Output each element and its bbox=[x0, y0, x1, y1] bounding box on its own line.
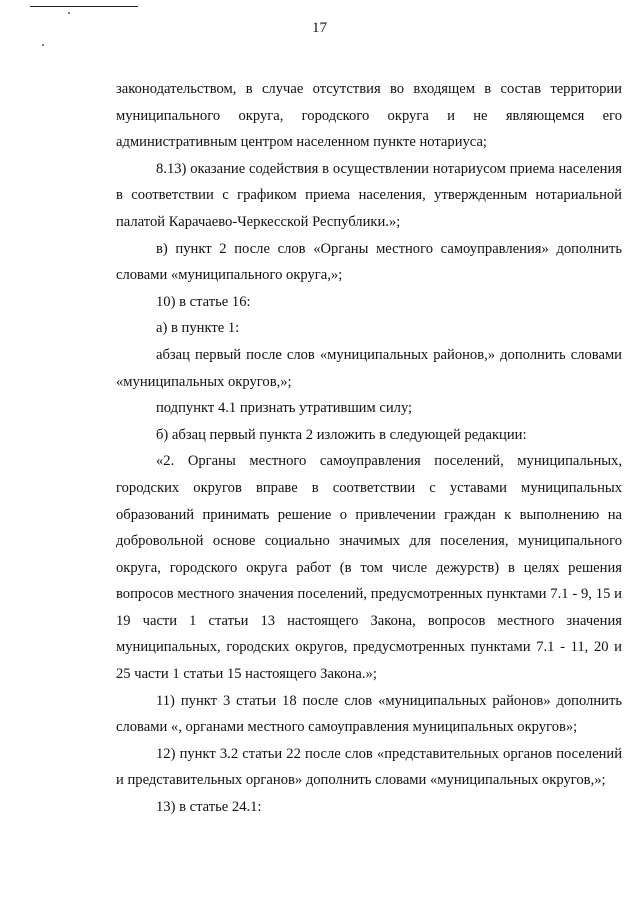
paragraph-item-11: 11) пункт 3 статьи 18 после слов «муниципальных районов» дополнить словами «, органами местного самоуправления муниципальных округов»; bbox=[116, 692, 622, 736]
paragraph-item-b: б) абзац первый пункта 2 изложить в следующей редакции: bbox=[156, 426, 527, 443]
scan-speck bbox=[42, 44, 44, 46]
paragraph-item-10: 10) в статье 16: bbox=[156, 293, 251, 310]
page-number: 17 bbox=[312, 20, 327, 36]
paragraph-item-a: а) в пункте 1: bbox=[156, 320, 240, 337]
header-rule bbox=[30, 6, 138, 7]
paragraph-item-12: 12) пункт 3.2 статьи 22 после слов «представительных органов поселений и представительных органов» дополнить словами «муниципальных округов,»; bbox=[116, 745, 622, 789]
paragraph-continuation: законодательством, в случае отсутствия во входящем в состав территории муниципального округа, городского округа и не являющемся его административным центром населенном пункте нотариуса; bbox=[116, 81, 622, 151]
document-body bbox=[116, 76, 622, 821]
paragraph-subitem-4-1: подпункт 4.1 признать утратившим силу; bbox=[156, 400, 413, 417]
paragraph-first-abzac: абзац первый после слов «муниципальных районов,» дополнить словами «муниципальных округов,»; bbox=[116, 346, 622, 390]
paragraph-item-13: 13) в статье 24.1: bbox=[156, 799, 262, 816]
paragraph-new-wording: «2. Органы местного самоуправления поселений, муниципальных, городских округов вправе в соответствии с уставами муниципальных образований принимать решение о привлечении граждан к выполнению на добровольной основе социально значимых для поселения, муниципального округа, городского округа работ (в том числе дежурств) в целях решения вопросов местного значения поселений, предусмотренных пунктами 7.1 - 9, 15 и 19 части 1 статьи 13 настоящего Закона, вопросов местного значения муниципальных, городских округов, предусмотренных пунктами 7.1 - 11, 20 и 25 части 1 статьи 15 настоящего Закона.»; bbox=[116, 453, 622, 683]
paragraph-item-8-13: 8.13) оказание содействия в осуществлении нотариусом приема населения в соответствии с графиком приема населения, утвержденным нотариальной палатой Карачаево-Черкесской Республики.»; bbox=[116, 160, 622, 230]
paragraph-item-v: в) пункт 2 после слов «Органы местного самоуправления» дополнить словами «муниципального округа,»; bbox=[116, 240, 622, 284]
scan-speck bbox=[68, 12, 70, 14]
